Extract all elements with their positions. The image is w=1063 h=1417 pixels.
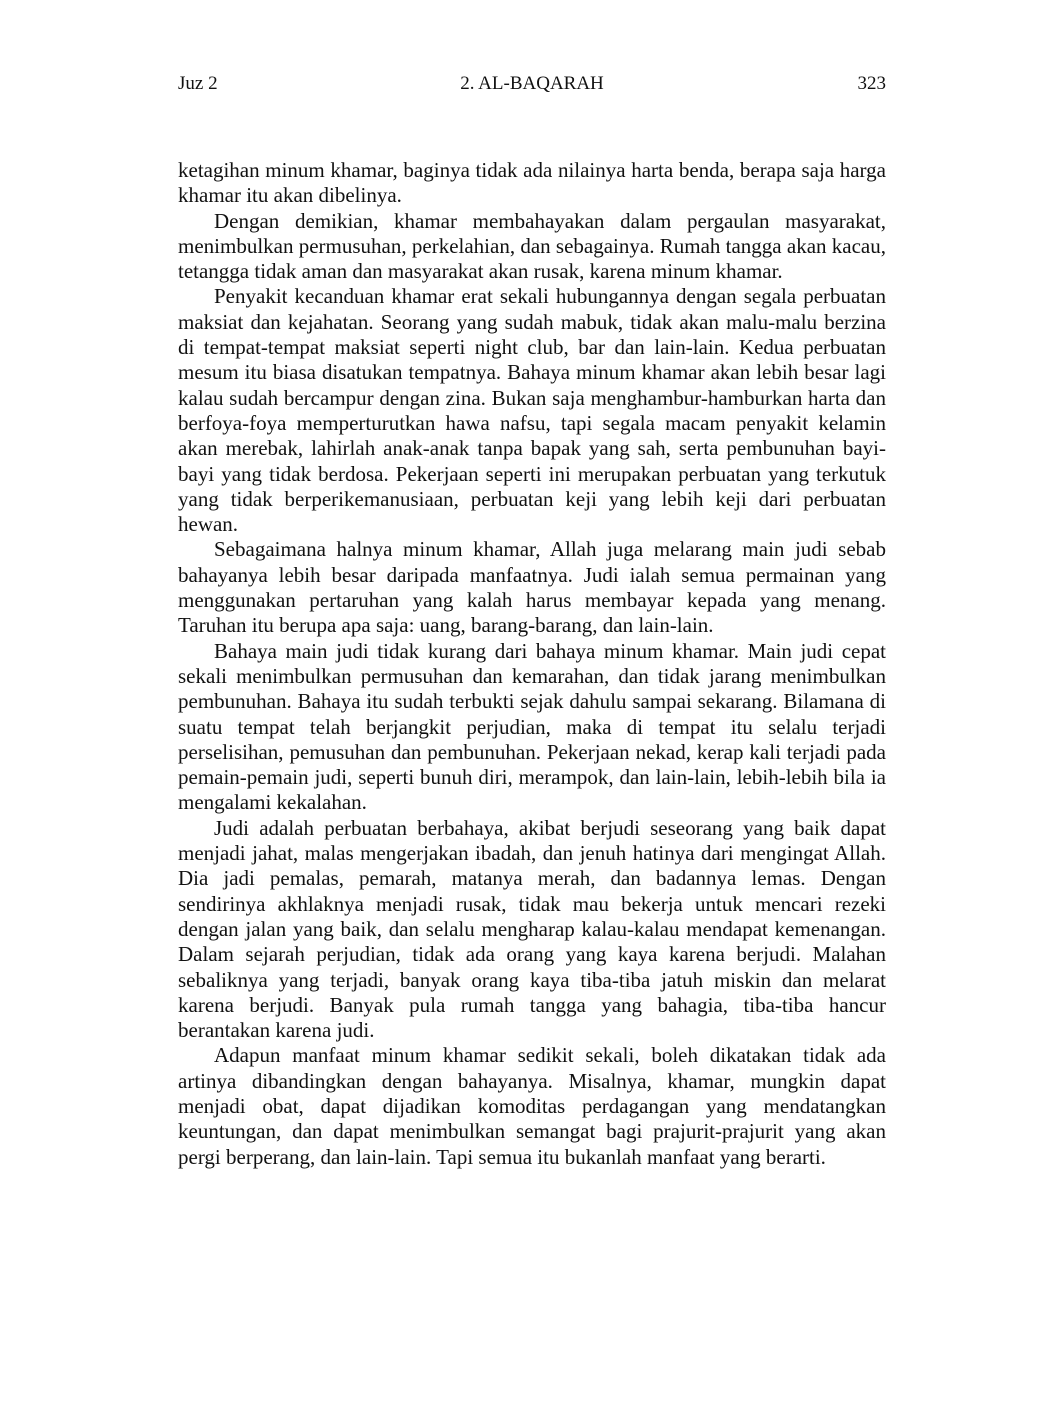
body-text — [178, 158, 886, 1170]
page-header — [178, 72, 886, 102]
paragraph: Judi adalah perbuatan berbahaya, akibat berjudi seseorang yang baik dapat menjadi jahat, malas mengerjakan ibadah, dan jenuh hatinya dari mengingat Allah. Dia jadi pemalas, pemarah, matanya merah, dan badannya lemas. Dengan sendirinya akhlaknya menjadi rusak, tidak mau bekerja untuk mencari rezeki dengan jalan yang baik, dan selalu mengharap kalau-kalau mendapat kemenangan. Dalam sejarah perjudian, tidak ada orang yang kaya karena berjudi. Malahan sebaliknya yang terjadi, banyak orang kaya tiba-tiba jatuh miskin dan melarat karena berjudi. Banyak pula rumah tangga yang bahagia, tiba-tiba hancur berantakan karena judi. — [178, 815, 886, 1043]
paragraph: ketagihan minum khamar, baginya tidak ada nilainya harta benda, berapa saja harga khamar itu akan dibelinya. — [178, 158, 886, 208]
paragraph: Bahaya main judi tidak kurang dari bahaya minum khamar. Main judi cepat sekali menimbulkan permusuhan dan kemarahan, dan tidak jarang menimbulkan pembunuhan. Bahaya itu sudah terbukti sejak dahulu sampai sekarang. Bilamana di suatu tempat telah berjangkit perjudian, maka di tempat itu selalu terjadi perselisihan, pemusuhan dan pembunuhan. Pekerjaan nekad, kerap kali terjadi pada pemain-pemain judi, seperti bunuh diri, merampok, dan lain-lain, lebih-lebih bila ia mengalami kekalahan. — [178, 638, 886, 815]
page-number: 323 — [857, 73, 886, 94]
paragraph: Sebagaimana halnya minum khamar, Allah juga melarang main judi sebab bahayanya lebih besar daripada manfaatnya. Judi ialah semua permainan yang menggunakan pertaruhan yang kalah harus membayar kepada yang menang. Taruhan itu berupa apa saja: uang, barang-barang, dan lain-lain. — [178, 537, 886, 638]
paragraph: Dengan demikian, khamar membahayakan dalam pergaulan masyarakat, menimbulkan permusuhan, perkelahian, dan sebagainya. Rumah tangga akan kacau, tetangga tidak aman dan masyarakat akan rusak, karena minum khamar. — [178, 208, 886, 284]
paragraph: Penyakit kecanduan khamar erat sekali hubungannya dengan segala perbuatan maksiat dan kejahatan. Seorang yang sudah mabuk, tidak akan malu-malu berzina di tempat-tempat maksiat seperti night club, bar dan lain-lain. Kedua perbuatan mesum itu biasa disatukan tempatnya. Bahaya minum khamar akan lebih besar lagi kalau sudah bercampur dengan zina. Bukan saja menghambur-hamburkan harta dan berfoya-foya memperturutkan hawa nafsu, tapi segala macam penyakit kelamin akan merebak, lahirlah anak-anak tanpa bapak yang sah, serta pembunuhan bayi-bayi yang tidak berdosa. Pekerjaan seperti ini merupakan perbuatan yang terkutuk yang tidak berperikemanusiaan, perbuatan keji yang lebih keji dari perbuatan hewan. — [178, 284, 886, 537]
paragraph: Adapun manfaat minum khamar sedikit sekali, boleh dikatakan tidak ada artinya dibandingkan dengan bahayanya. Misalnya, khamar, mungkin dapat menjadi obat, dapat dijadikan komoditas perdagangan yang mendatangkan keuntungan, dan dapat menimbulkan semangat bagi prajurit-prajurit yang akan pergi berperang, dan lain-lain. Tapi semua itu bukanlah manfaat yang berarti. — [178, 1043, 886, 1169]
juz-label: Juz 2 — [178, 73, 218, 94]
surah-title: 2. AL-BAQARAH — [460, 73, 604, 94]
